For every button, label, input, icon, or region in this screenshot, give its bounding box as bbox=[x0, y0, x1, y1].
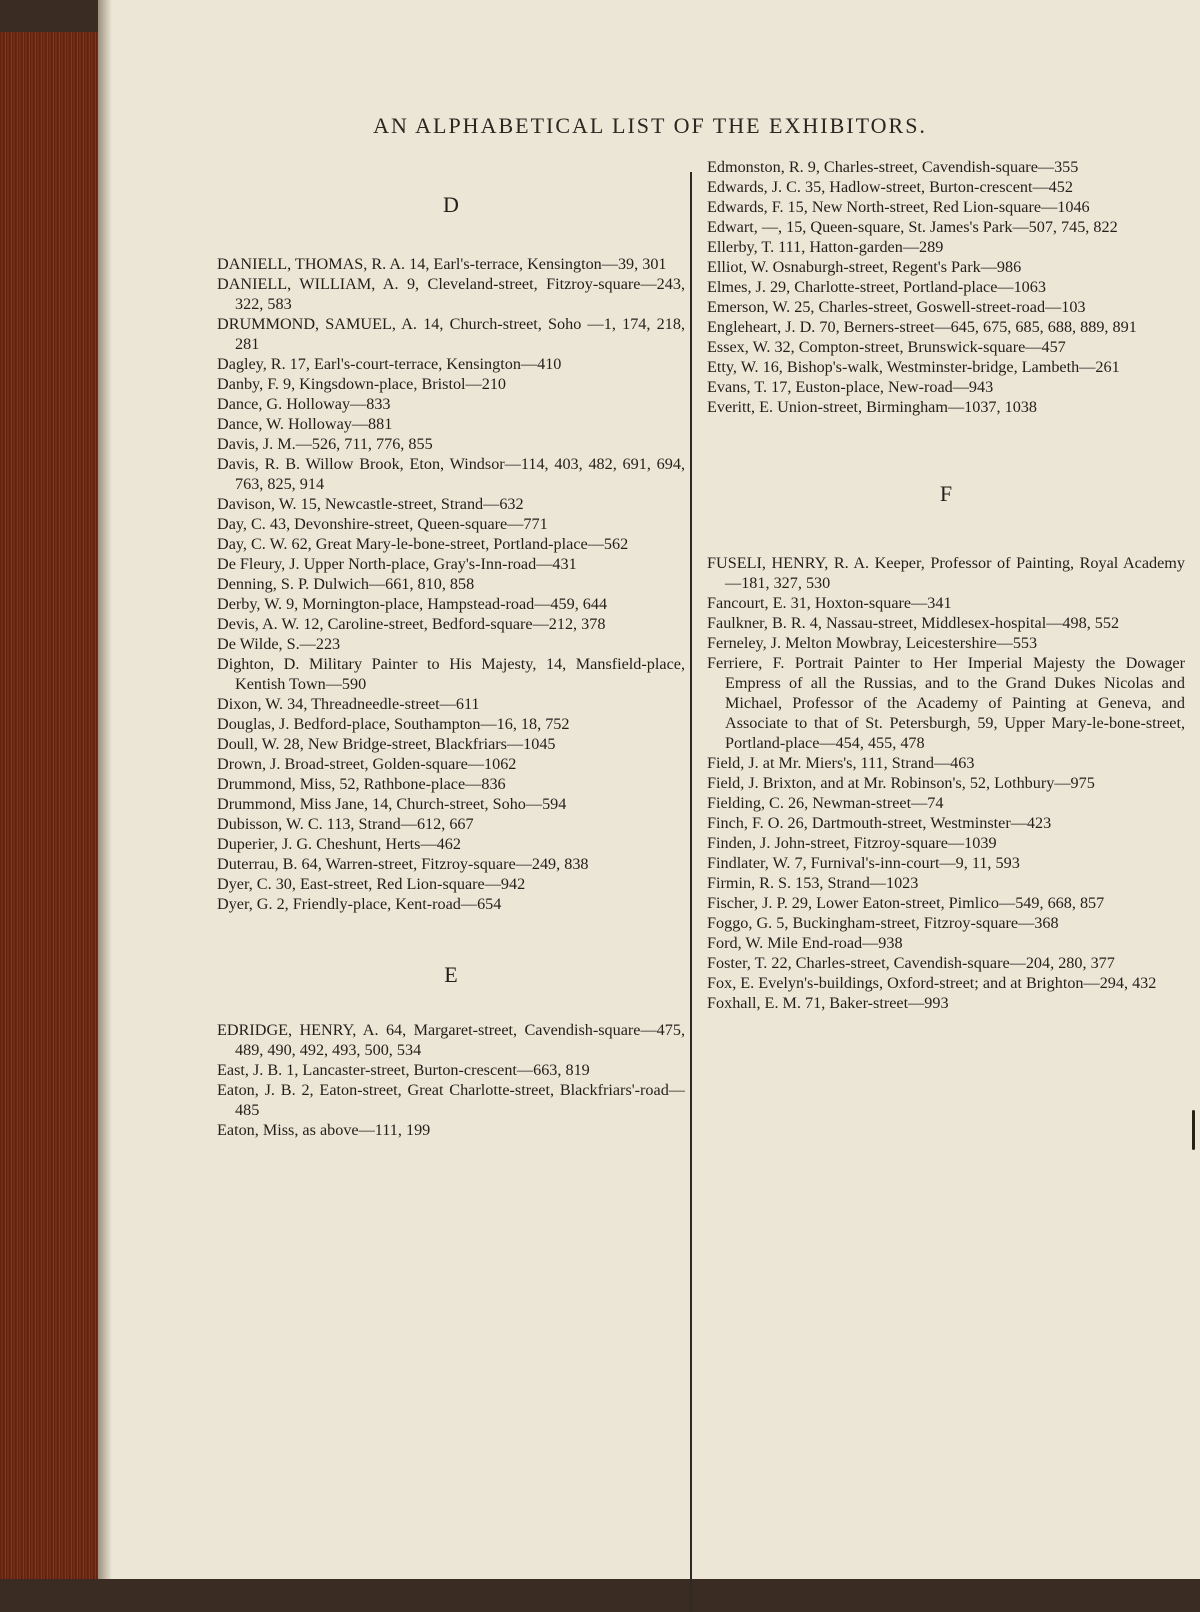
exhibitor-entry: Drown, J. Broad-street, Golden-square—1062 bbox=[217, 755, 517, 773]
exhibitor-entry: DANIELL, THOMAS, R. A. 14, Earl's-terrace, Kensington—39, 301 bbox=[217, 255, 667, 273]
exhibitor-entry: East, J. B. 1, Lancaster-street, Burton-crescent—663, 819 bbox=[217, 1061, 590, 1079]
exhibitor-entry: Eaton, J. B. 2, Eaton-street, Great Charlotte-street, Blackfriars'-road—485 bbox=[217, 1081, 685, 1119]
book-page-edges bbox=[0, 32, 98, 1579]
exhibitor-entry: Ferriere, F. Portrait Painter to Her Imperial Majesty the Dowager Empress of all the Russias, and to the Grand Dukes Nicolas and Michael, Professor of the Academy of Painting at Geneva, and Associate to that of St. Petersburgh, 59, Upper Mary-le-bone-street, Portland-place—454, 455, 478 bbox=[707, 654, 1185, 752]
exhibitor-entry: Firmin, R. S. 153, Strand—1023 bbox=[707, 874, 919, 892]
page-marker bbox=[1192, 1110, 1195, 1150]
exhibitor-entry: Everitt, E. Union-street, Birmingham—1037, 1038 bbox=[707, 398, 1037, 416]
exhibitor-entry: Dyer, C. 30, East-street, Red Lion-square—942 bbox=[217, 875, 526, 893]
exhibitor-entry: Fischer, J. P. 29, Lower Eaton-street, Pimlico—549, 668, 857 bbox=[707, 894, 1105, 912]
exhibitor-entry: Drummond, Miss Jane, 14, Church-street, Soho—594 bbox=[217, 795, 567, 813]
left-column bbox=[217, 166, 685, 1140]
exhibitor-entry: Fancourt, E. 31, Hoxton-square—341 bbox=[707, 594, 952, 612]
exhibitor-entry: Evans, T. 17, Euston-place, New-road—943 bbox=[707, 378, 994, 396]
exhibitor-entry: Day, C. 43, Devonshire-street, Queen-square—771 bbox=[217, 515, 548, 533]
exhibitor-entry: Emerson, W. 25, Charles-street, Goswell-street-road—103 bbox=[707, 298, 1086, 316]
exhibitor-entry: Findlater, W. 7, Furnival's-inn-court—9, 11, 593 bbox=[707, 854, 1020, 872]
exhibitor-entry: Ford, W. Mile End-road—938 bbox=[707, 934, 903, 952]
exhibitor-entry: Foxhall, E. M. 71, Baker-street—993 bbox=[707, 994, 949, 1012]
exhibitor-entry: Doull, W. 28, New Bridge-street, Blackfriars—1045 bbox=[217, 735, 556, 753]
exhibitor-entry: Davis, R. B. Willow Brook, Eton, Windsor—114, 403, 482, 691, 694, 763, 825, 914 bbox=[217, 455, 685, 493]
exhibitor-entry: Dance, G. Holloway—833 bbox=[217, 395, 391, 413]
exhibitor-entry: Field, J. Brixton, and at Mr. Robinson's, 52, Lothbury—975 bbox=[707, 774, 1095, 792]
exhibitor-entry: Dance, W. Holloway—881 bbox=[217, 415, 393, 433]
exhibitor-entry: DRUMMOND, SAMUEL, A. 14, Church-street, Soho —1, 174, 218, 281 bbox=[217, 315, 685, 353]
section-letter-d: D bbox=[443, 192, 459, 217]
exhibitor-entry: Dixon, W. 34, Threadneedle-street—611 bbox=[217, 695, 480, 713]
exhibitor-entry: Duperier, J. G. Cheshunt, Herts—462 bbox=[217, 835, 461, 853]
exhibitor-entry: Field, J. at Mr. Miers's, 111, Strand—463 bbox=[707, 754, 975, 772]
exhibitor-entry: Ellerby, T. 111, Hatton-garden—289 bbox=[707, 238, 944, 256]
exhibitor-entry: Foster, T. 22, Charles-street, Cavendish-square—204, 280, 377 bbox=[707, 954, 1115, 972]
exhibitor-entry: Finch, F. O. 26, Dartmouth-street, Westminster—423 bbox=[707, 814, 1052, 832]
exhibitor-entry: Faulkner, B. R. 4, Nassau-street, Middlesex-hospital—498, 552 bbox=[707, 614, 1120, 632]
right-column bbox=[707, 157, 1185, 1013]
exhibitor-entry: Engleheart, J. D. 70, Berners-street—645, 675, 685, 688, 889, 891 bbox=[707, 318, 1137, 336]
exhibitor-entry: Fox, E. Evelyn's-buildings, Oxford-street; and at Brighton—294, 432 bbox=[707, 974, 1157, 992]
exhibitor-entry: Etty, W. 16, Bishop's-walk, Westminster-bridge, Lambeth—261 bbox=[707, 358, 1120, 376]
exhibitor-entry: Day, C. W. 62, Great Mary-le-bone-street, Portland-place—562 bbox=[217, 535, 629, 553]
exhibitor-entry: Eaton, Miss, as above—111, 199 bbox=[217, 1121, 431, 1139]
exhibitor-entry: Davison, W. 15, Newcastle-street, Strand—632 bbox=[217, 495, 524, 513]
exhibitor-entry: De Wilde, S.—223 bbox=[217, 635, 341, 653]
exhibitor-entry: Dighton, D. Military Painter to His Majesty, 14, Mansfield-place, Kentish Town—590 bbox=[217, 655, 685, 693]
exhibitor-entry: Dagley, R. 17, Earl's-court-terrace, Kensington—410 bbox=[217, 355, 562, 373]
binding-shadow bbox=[98, 0, 112, 1579]
exhibitor-entry: Dubisson, W. C. 113, Strand—612, 667 bbox=[217, 815, 474, 833]
section-letter-f: F bbox=[939, 481, 953, 506]
exhibitor-entry: Ferneley, J. Melton Mowbray, Leicestershire—553 bbox=[707, 634, 1038, 652]
exhibitor-entry: EDRIDGE, HENRY, A. 64, Margaret-street, Cavendish-square—475, 489, 490, 492, 493, 500, 534 bbox=[217, 1021, 685, 1059]
exhibitor-entry: FUSELI, HENRY, R. A. Keeper, Professor of Painting, Royal Academy—181, 327, 530 bbox=[707, 554, 1185, 592]
exhibitor-entry: Finden, J. John-street, Fitzroy-square—1039 bbox=[707, 834, 997, 852]
column-divider bbox=[690, 172, 692, 1612]
exhibitor-entry: Derby, W. 9, Mornington-place, Hampstead-road—459, 644 bbox=[217, 595, 608, 613]
exhibitor-entry: Edwart, —, 15, Queen-square, St. James's Park—507, 745, 822 bbox=[707, 218, 1118, 236]
exhibitor-entry: Devis, A. W. 12, Caroline-street, Bedford-square—212, 378 bbox=[217, 615, 606, 633]
exhibitor-entry: Fielding, C. 26, Newman-street—74 bbox=[707, 794, 944, 812]
exhibitor-entry: Denning, S. P. Dulwich—661, 810, 858 bbox=[217, 575, 475, 593]
exhibitor-entry: Drummond, Miss, 52, Rathbone-place—836 bbox=[217, 775, 506, 793]
exhibitor-entry: DANIELL, WILLIAM, A. 9, Cleveland-street, Fitzroy-square—243, 322, 583 bbox=[217, 275, 685, 313]
exhibitor-entry: Davis, J. M.—526, 711, 776, 855 bbox=[217, 435, 433, 453]
exhibitor-entry: De Fleury, J. Upper North-place, Gray's-Inn-road—431 bbox=[217, 555, 577, 573]
exhibitor-entry: Duterrau, B. 64, Warren-street, Fitzroy-square—249, 838 bbox=[217, 855, 589, 873]
exhibitor-entry: Elmes, J. 29, Charlotte-street, Portland-place—1063 bbox=[707, 278, 1046, 296]
exhibitor-entry: Douglas, J. Bedford-place, Southampton—16, 18, 752 bbox=[217, 715, 570, 733]
exhibitor-entry: Edwards, J. C. 35, Hadlow-street, Burton-crescent—452 bbox=[707, 178, 1073, 196]
exhibitor-entry: Edwards, F. 15, New North-street, Red Lion-square—1046 bbox=[707, 198, 1090, 216]
exhibitor-entry: Dyer, G. 2, Friendly-place, Kent-road—654 bbox=[217, 895, 502, 913]
exhibitor-entry: Elliot, W. Osnaburgh-street, Regent's Park—986 bbox=[707, 258, 1022, 276]
section-letter-e: E bbox=[444, 962, 458, 987]
page-title: AN ALPHABETICAL LIST OF THE EXHIBITORS. bbox=[373, 113, 927, 138]
exhibitor-entry: Essex, W. 32, Compton-street, Brunswick-square—457 bbox=[707, 338, 1066, 356]
exhibitor-entry: Edmonston, R. 9, Charles-street, Cavendish-square—355 bbox=[707, 158, 1079, 176]
exhibitor-entry: Danby, F. 9, Kingsdown-place, Bristol—210 bbox=[217, 375, 507, 393]
exhibitor-entry: Foggo, G. 5, Buckingham-street, Fitzroy-square—368 bbox=[707, 914, 1059, 932]
